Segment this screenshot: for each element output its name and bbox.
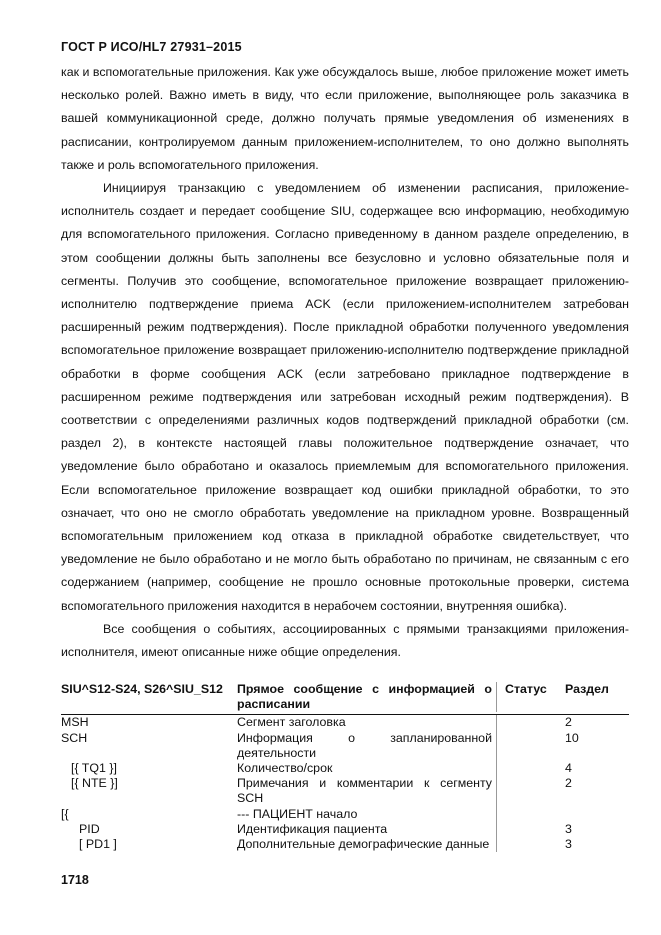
paragraph-transaction: Инициируя транзакцию с уведомлением об изменении расписания, приложение-исполнитель создает и передает сообщение SIU, содержащее всю информацию, необходимую для вспомогательного приложения. Согласно приведенному в данном разделе определению, в этом сообщении должны быть заполнены все безусловно и условно обязательные поля и сегменты. Получив это сообщение, вспомогательное приложение возвращает приложению-исполнителю подтверждение приема ACK (если приложением-исполнителем затребован расширенный режим подтверждения). После прикладной обработки полученного уведомления вспомогательное приложение возвращает приложению-исполнителю подтверждение прикладной обработки в форме сообщения ACK (если затребовано прикладное подтверждение в расширенном режиме подтверждения или затребован исходный режим подтверждения). В соответствии с определениями различных кодов подтверждений прикладной обработки (см. раздел 2), в контексте настоящей главы положительное подтверждение означает, что уведомление было обработано и оказалось приемлемым для вспомогательного приложения. Если вспомогательное приложение возвращает код ошибки прикладной обработки, то это означает, что оно не смогло обработать уведомление на прикладном уровне. Возвращенный вспомогательным приложением код отказа в прикладной обработке свидетельствует, что уведомление не было обработано и не могло быть обработано по причинам, не связанным с его содержанием (например, сообщение не прошло основные протокольные проверки, система вспомогательного приложения находится в нерабочем состоянии, внутренняя ошибка). xyxy=(61,181,629,613)
header-section: Раздел xyxy=(565,682,609,696)
row-status xyxy=(497,776,557,806)
body-text xyxy=(61,61,629,664)
row-section: 4 xyxy=(565,761,572,776)
row-description: Идентификация пациента xyxy=(237,822,497,837)
row-status xyxy=(497,731,557,761)
row-code: PID xyxy=(79,821,100,836)
row-section: 3 xyxy=(565,837,572,852)
row-section: 2 xyxy=(565,776,572,791)
row-code: [{ xyxy=(61,806,69,821)
paragraph-common-definitions: Все сообщения о событиях, ассоциированных с прямыми транзакциями приложения-исполнителя, имеют описанные ниже общие определения. xyxy=(61,621,629,660)
document-header: ГОСТ Р ИСО/HL7 27931–2015 xyxy=(61,40,242,54)
table-header xyxy=(61,682,629,715)
row-section: 3 xyxy=(565,821,572,836)
page-number: 1718 xyxy=(61,873,89,887)
header-code: SIU^S12-S24, S26^SIU_S12 xyxy=(61,682,223,696)
row-code: SCH xyxy=(61,730,88,745)
paragraph-continuation: как и вспомогательные приложения. Как уже обсуждалось выше, любое приложение может иметь несколько ролей. Важно иметь в виду, что если приложение, выполняющее роль заказчика в вашей коммуникационной среде, должно получать прямые уведомления об изменениях в расписании, контролируемом данным приложением-исполнителем, то оно должно выполнять также и роль вспомогательного приложения. xyxy=(61,65,629,172)
message-structure-table xyxy=(61,682,629,852)
table-row xyxy=(61,731,629,761)
row-section: 10 xyxy=(565,730,579,745)
row-status xyxy=(497,837,557,852)
row-code: [{ TQ1 }] xyxy=(71,761,117,776)
row-status xyxy=(497,822,557,837)
table-row xyxy=(61,715,629,730)
row-description: --- ПАЦИЕНТ начало xyxy=(237,807,497,822)
table-row xyxy=(61,837,629,852)
table-row xyxy=(61,807,629,822)
row-section: 2 xyxy=(565,715,572,730)
table-row xyxy=(61,776,629,806)
row-status xyxy=(497,761,557,776)
table-row xyxy=(61,761,629,776)
header-description: Прямое сообщение с информацией о расписании xyxy=(237,682,497,712)
row-section xyxy=(557,807,629,822)
row-description: Количество/срок xyxy=(237,761,497,776)
row-code: [ PD1 ] xyxy=(79,837,117,852)
row-description: Дополнительные демографические данные xyxy=(237,837,497,852)
table-row xyxy=(61,822,629,837)
row-description: Информация о запланированной деятельности xyxy=(237,731,497,761)
row-code: [{ NTE }] xyxy=(71,776,118,791)
row-description: Сегмент заголовка xyxy=(237,715,497,730)
row-status xyxy=(497,715,557,730)
header-status: Статус xyxy=(505,682,547,696)
row-status xyxy=(497,807,557,822)
row-code: MSH xyxy=(61,715,89,730)
row-description: Примечания и комментарии к сегменту SCH xyxy=(237,776,497,806)
